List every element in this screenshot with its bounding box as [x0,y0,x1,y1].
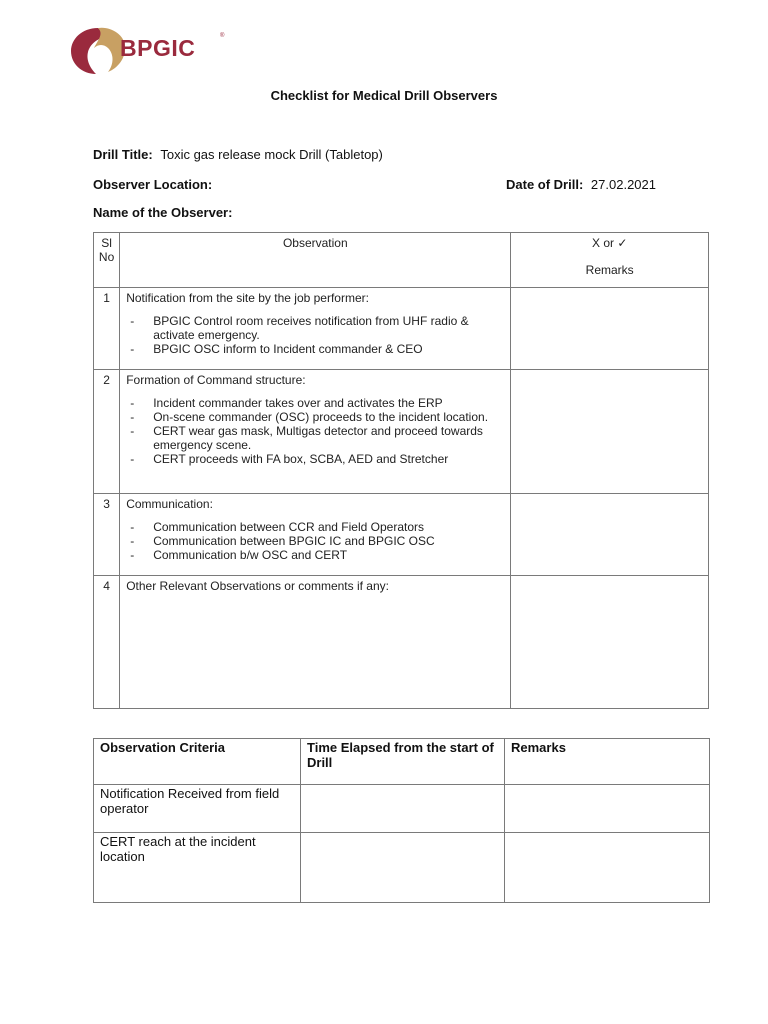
row-remarks-cell[interactable] [511,494,709,576]
row-observation [120,494,511,576]
remarks-cell[interactable] [505,785,710,833]
table-row [94,833,710,903]
row-observation [120,288,511,370]
time-elapsed-cell[interactable] [301,785,505,833]
row-heading: Communication: [126,497,213,511]
table-row [94,494,709,576]
observer-location-label: Observer Location: [93,177,213,192]
row-number: 4 [94,576,120,709]
header-mark: X or ✓ [591,236,628,250]
header-mark-remarks [511,233,709,288]
drill-title-line [93,147,383,162]
list-item: - On-scene commander (OSC) proceeds to the incident location. [126,410,504,424]
row-remarks-cell[interactable] [511,288,709,370]
list-item: - BPGIC Control room receives notification from UHF radio & activate emergency. [126,314,504,342]
row-remarks-cell[interactable] [511,370,709,494]
table-row [94,785,710,833]
row-items [126,396,504,466]
row-heading: Formation of Command structure: [126,373,306,387]
list-item: - BPGIC OSC inform to Incident commander & CEO [126,342,504,356]
row-items [126,314,504,356]
header-observation-criteria: Observation Criteria [94,739,301,785]
list-item: - CERT proceeds with FA box, SCBA, AED and Stretcher [126,452,504,466]
criteria-table-header [94,739,710,785]
observer-location-line [93,177,212,192]
row-number: 1 [94,288,120,370]
drill-title-value: Toxic gas release mock Drill (Tabletop) [160,147,383,162]
date-value: 27.02.2021 [590,177,656,192]
document-title: Checklist for Medical Drill Observers [270,88,498,103]
table-row [94,576,709,709]
list-item: - Communication b/w OSC and CERT [126,548,504,562]
criteria-cell: Notification Received from field operator [94,785,301,833]
table-row [94,288,709,370]
list-item: - CERT wear gas mask, Multigas detector and proceed towards emergency scene. [126,424,504,452]
row-observation [120,576,511,709]
criteria-cell: CERT reach at the incident location [94,833,301,903]
registered-mark: ® [220,33,225,39]
row-heading: Notification from the site by the job performer: [126,291,369,305]
date-line [506,177,656,192]
row-items [126,520,504,562]
row-number: 2 [94,370,120,494]
list-item: - Incident commander takes over and activates the ERP [126,396,504,410]
row-number: 3 [94,494,120,576]
row-remarks-cell[interactable] [511,576,709,709]
observation-table [93,232,709,709]
table-row [94,370,709,494]
criteria-table [93,738,710,903]
logo-text: BPGIC [120,35,196,61]
header-remarks: Remarks [505,739,710,785]
remarks-cell[interactable] [505,833,710,903]
list-item: - Communication between BPGIC IC and BPGIC OSC [126,534,504,548]
time-elapsed-cell[interactable] [301,833,505,903]
header-sl-no [94,233,120,288]
observer-name-label: Name of the Observer: [93,205,233,220]
row-observation [120,370,511,494]
header-sl-no-label: Sl No [98,236,115,264]
bpgic-logo-mark-icon [68,22,128,78]
header-observation: Observation [120,233,511,288]
observer-name-line [93,205,232,220]
date-label: Date of Drill: [506,177,584,192]
drill-title-label: Drill Title: [93,147,153,162]
observation-table-header [94,233,709,288]
bpgic-logo [68,22,233,78]
header-remarks: Remarks [585,263,634,277]
list-item: - Communication between CCR and Field Operators [126,520,504,534]
row-heading: Other Relevant Observations or comments if any: [126,579,389,593]
header-time-elapsed: Time Elapsed from the start of Drill [301,739,505,785]
